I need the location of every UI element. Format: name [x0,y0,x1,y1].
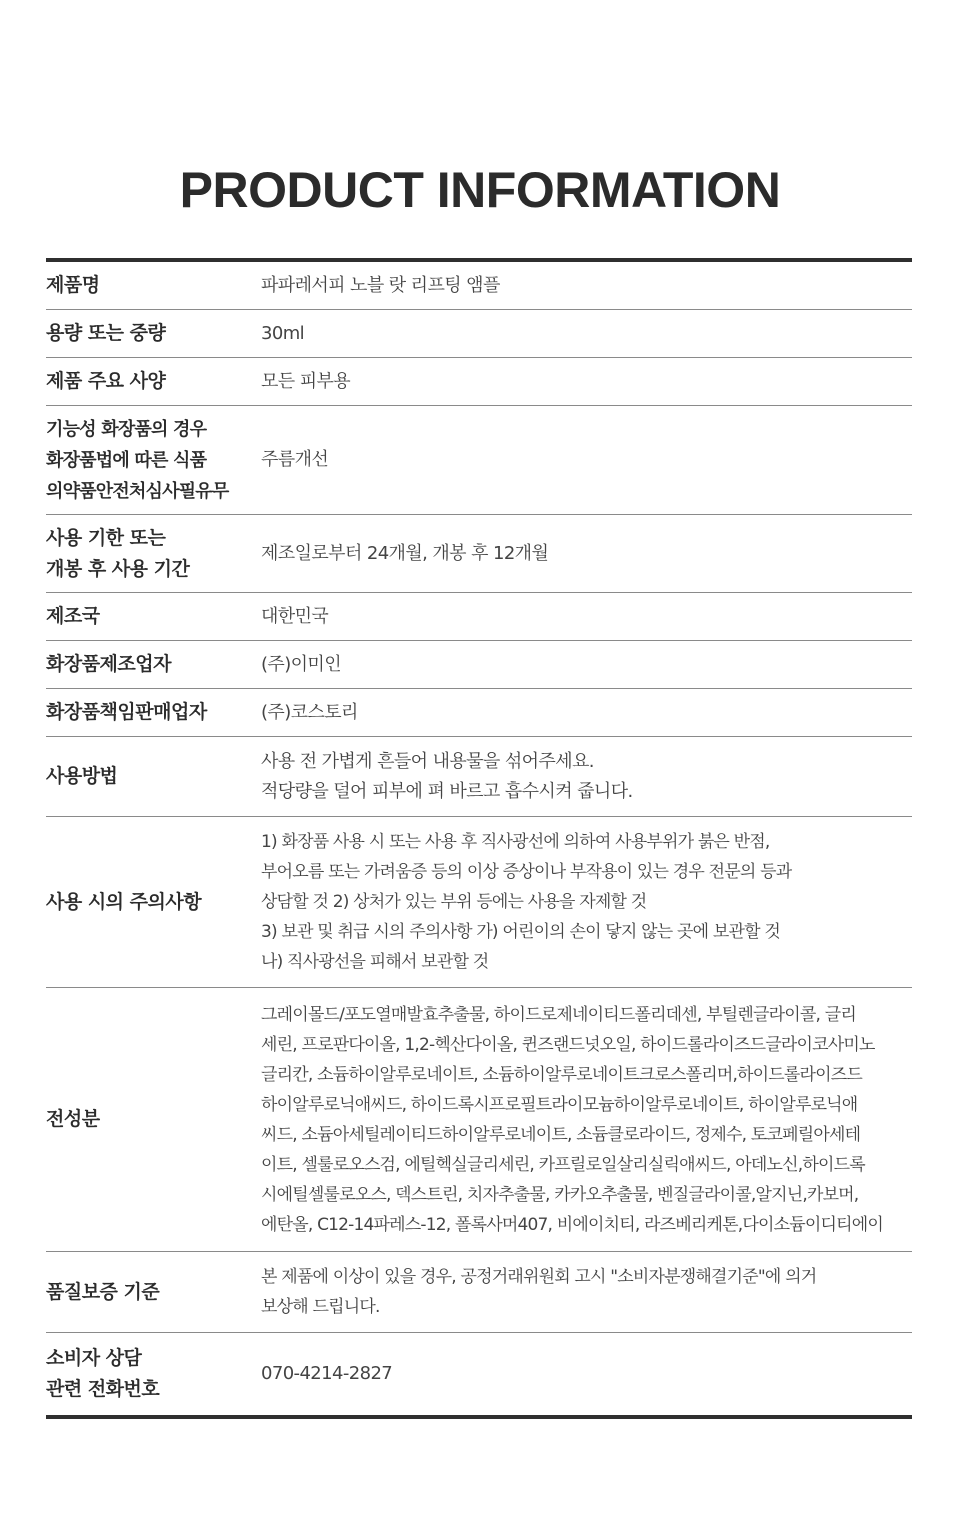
row-label: 용량 또는 중량 [46,322,166,344]
row-label: 사용방법 [46,765,118,787]
table-row [46,988,912,1252]
table-row [46,406,912,515]
row-label: 전성분 [46,1108,100,1130]
row-value: 070-4214-2827 [261,1363,393,1384]
row-label: 제조국 [46,605,100,627]
table-row [46,641,912,689]
row-label: 사용 시의 주의사항 [46,890,202,913]
row-label: 사용 기한 또는 개봉 후 사용 기간 [46,526,190,580]
row-value: 모든 피부용 [261,370,351,392]
row-value: 그레이몰드/포도열매발효추출물, 하이드로제네이티드폴리데센, 부틸렌글라이콜, 글리 세린, 프로판다이올, 1,2-헥산다이올, 퀸즈랜드넛오일, 하이드롤라이즈드글라이코사미노 글리칸, 소듐하이알루로네이트, 소듐하이알루로네이트크로스폴리머,하이드롤라이즈드 하이알루로닉애씨드, 하이드록시프로필트라이모늄하이알루로네이트, 하이알루로닉애 씨드, 소듐아세틸레이티드하이알루로네이트, 소듐클로라이드, 정제수, 토코페릴아세테 이트, 셀룰로오스검, 에틸헥실글리세린, 카프릴로일살리실릭애씨드, 아데노신,하이드록 시에틸셀룰로오스, 덱스트린, 치자추출물, 카카오추출물, 벤질글라이콜,알지닌,카보머, 에탄올, C12-14파레스-12, 폴록사머407, 비에이치티, 라즈베리케톤,다이소듐이디티에이 [261,1004,883,1235]
row-value: 주름개선 [261,449,329,470]
row-value: (주)코스토리 [261,701,358,723]
row-label: 품질보증 기준 [46,1280,160,1303]
row-value: 대한민국 [261,605,329,627]
row-value: 사용 전 가볍게 흔들어 내용물을 섞어주세요. 적당량을 덜어 피부에 펴 바르고 흡수시켜 줍니다. [261,750,633,802]
table-row [46,358,912,406]
row-value: 1) 화장품 사용 시 또는 사용 후 직사광선에 의하여 사용부위가 붉은 반점, 부어오름 또는 가려움증 등의 이상 증상이나 부작용이 있는 경우 전문의 등과 상담할 것 2) 상처가 있는 부위 등에는 사용을 자제할 것 3) 보관 및 취급 시의 주의사항 가) 어린이의 손이 닿지 않는 곳에 보관할 것 나) 직사광선을 피해서 보관할 것 [261,832,792,972]
row-label: 화장품책임판매업자 [46,701,207,723]
table-row [46,310,912,358]
row-label: 소비자 상담 관련 전화번호 [46,1347,160,1400]
row-label: 제품명 [46,274,100,296]
row-value: 제조일로부터 24개월, 개봉 후 12개월 [261,542,549,564]
row-label: 화장품제조업자 [46,653,171,675]
product-info-table [46,258,912,1419]
table-row [46,817,912,988]
table-row [46,737,912,817]
table-row [46,1252,912,1333]
row-value: 파파레서피 노블 랏 리프팅 앰플 [261,274,500,296]
row-label: 제품 주요 사양 [46,370,166,392]
row-value: 본 제품에 이상이 있을 경우, 공정거래위원회 고시 "소비자분쟁해결기준"에 의거 보상해 드립니다. [261,1267,817,1317]
table-row [46,515,912,593]
table-row [46,262,912,310]
row-label: 기능성 화장품의 경우 화장품법에 따른 식품 의약품안전처심사필유무 [46,418,229,502]
page-title: PRODUCT INFORMATION [179,162,781,218]
row-value: 30ml [261,322,305,344]
table-row [46,1333,912,1415]
table-row [46,689,912,737]
row-value: (주)이미인 [261,653,341,675]
table-row [46,593,912,641]
